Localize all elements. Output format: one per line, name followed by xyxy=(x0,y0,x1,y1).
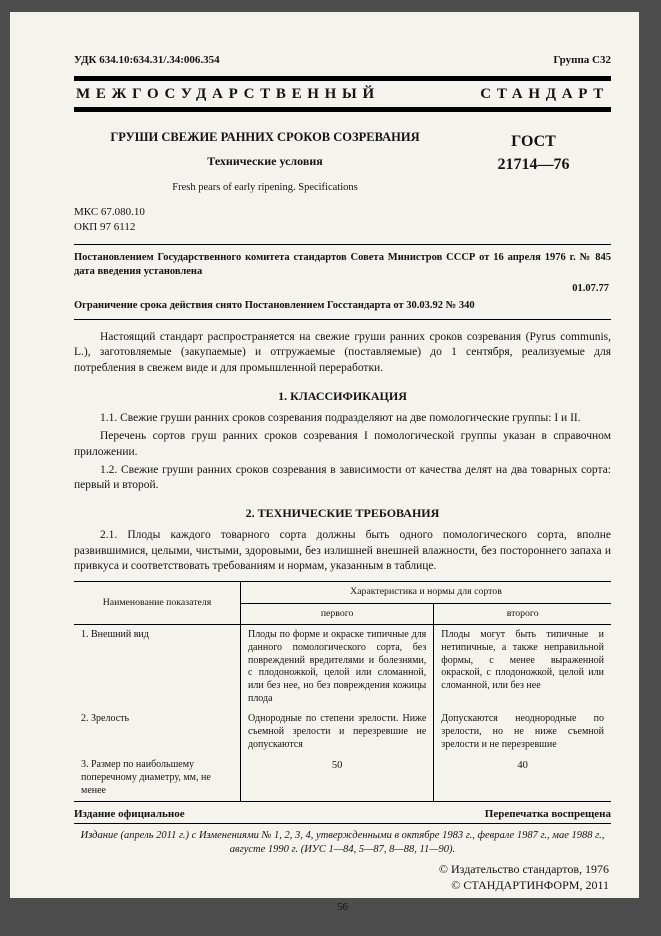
paragraph-1-2: 1.2. Свежие груши ранних сроков созревания в зависимости от качества делят на два товарных сорта: первый и второй. xyxy=(74,463,611,492)
gost-number: 21714—76 xyxy=(497,156,570,174)
gost-designation xyxy=(456,128,611,193)
table-cell-first-grade-value: 50 xyxy=(331,760,343,772)
paragraph-1-1-note: Перечень сортов груш ранних сроков созревания I помологической группы указан в справочном приложении. xyxy=(74,430,611,458)
mks-code: МКС 67.080.10 xyxy=(74,206,145,218)
decree-text: Постановлением Государственного комитета стандартов Совета Министров СССР от 16 апреля 1976 г. № 845 дата введения установлена xyxy=(74,251,611,278)
top-codes-row xyxy=(74,54,611,66)
paragraph-1-1: 1.1. Свежие груши ранних сроков созревания подразделяют на две помологические группы: I и II. xyxy=(100,412,581,424)
table-cell-indicator: 2. Зрелость xyxy=(74,709,240,755)
table-row-appearance xyxy=(74,625,611,710)
table-cell-second-grade-value: 40 xyxy=(434,755,611,802)
classification-codes xyxy=(74,205,611,236)
table-header-indicator: Наименование показателя xyxy=(74,582,240,625)
section-2-heading: 2. ТЕХНИЧЕСКИЕ ТРЕБОВАНИЯ xyxy=(245,506,440,521)
table-header-row xyxy=(74,582,611,603)
official-edition-label: Издание официальное xyxy=(74,808,185,821)
document-title-english: Fresh pears of early ripening. Specifications xyxy=(172,182,358,193)
official-edition-row xyxy=(74,808,611,820)
table-header-second-grade: второго xyxy=(434,603,611,624)
table-cell-indicator: 1. Внешний вид xyxy=(74,625,240,710)
table-cell-first-grade: Плоды по форме и окраске типичные для данного помологического сорта, без повреждений вредителями и болезнями, с плодоножкой, целой или сломанной, или без нее, но без повреждения кожицы плода xyxy=(247,629,427,704)
page-number: 56 xyxy=(337,901,348,914)
table-row-size xyxy=(74,755,611,802)
copyright-block xyxy=(74,861,611,893)
footer-rule xyxy=(74,823,611,824)
title-block xyxy=(74,128,611,193)
effective-date: 01.07.77 xyxy=(572,283,609,295)
table-header-characteristics: Характеристика и нормы для сортов xyxy=(240,582,611,603)
section-1-heading: 1. КЛАССИФИКАЦИЯ xyxy=(278,389,407,403)
copyright-izdatelstvo: © Издательство стандартов, 1976 xyxy=(438,861,609,876)
limitation-text: Ограничение срока действия снято Постановлением Госстандарта от 30.03.92 № 340 xyxy=(74,300,475,312)
reprint-prohibited-label: Перепечатка воспрещена xyxy=(484,808,611,821)
table-row-ripeness xyxy=(74,709,611,755)
copyright-standartinform: © СТАНДАРТИНФОРМ, 2011 xyxy=(451,877,609,892)
document-subtitle: Технические условия xyxy=(207,154,323,168)
udk-code: УДК 634.10:634.31/.34:006.354 xyxy=(74,54,220,66)
banner-bar-bottom xyxy=(74,107,611,112)
horizontal-rule xyxy=(74,244,611,245)
okp-code: ОКП 97 6112 xyxy=(74,221,136,234)
requirements-table xyxy=(74,581,611,802)
gost-label: ГОСТ xyxy=(511,133,556,150)
document-title: ГРУШИ СВЕЖИЕ РАННИХ СРОКОВ СОЗРЕВАНИЯ xyxy=(110,130,420,144)
horizontal-rule xyxy=(74,319,611,320)
group-code: Группа С32 xyxy=(553,54,611,66)
paragraph-2-1: 2.1. Плоды каждого товарного сорта должны быть одного помологического сорта, вполне развившимися, целыми, чистыми, здоровыми, без излишней внешней влажности, без постороннего запаха и привкуса и соответствовать требованиям и нормам, указанным в таблице. xyxy=(74,529,611,572)
standard-type-banner xyxy=(74,76,611,112)
edition-note: Издание (апрель 2011 г.) с Изменениями № 1, 2, 3, 4, утвержденными в октябре 1983 г., феврале 1987 г., мае 1988 г., августе 1990 г. (ИУС 1—84, 5—87, 8—88, 11—90). xyxy=(80,830,605,856)
title-column xyxy=(74,128,456,193)
table-cell-first-grade: Однородные по степени зрелости. Ниже съемной зрелости и перезревшие не допускаются xyxy=(247,713,427,750)
table-cell-second-grade: Допускаются неоднородные по зрелости, но не ниже съемной зрелости и не перезревшие xyxy=(434,709,611,755)
intro-paragraph: Настоящий стандарт распространяется на свежие груши ранних сроков созревания (Pyrus communis, L.), заготовляемые (закупаемые) и отгружаемые (поставляемые) до 1 сентября, реализуемые для потребления в свежем виде и для промышленной переработки. xyxy=(74,331,611,374)
table-header-first-grade: первого xyxy=(240,603,433,624)
table-cell-indicator: 3. Размер по наибольшему поперечному диаметру, мм, не менее xyxy=(74,755,240,802)
document-page xyxy=(10,12,639,914)
standard-type-label: МЕЖГОСУДАРСТВЕННЫЙ СТАНДАРТ xyxy=(76,86,609,102)
table-cell-second-grade: Плоды могут быть типичные и нетипичные, а также неправильной формы, с менее выраженной окраской, с плодоножкой, целой или сломанной, или без нее xyxy=(434,625,611,710)
